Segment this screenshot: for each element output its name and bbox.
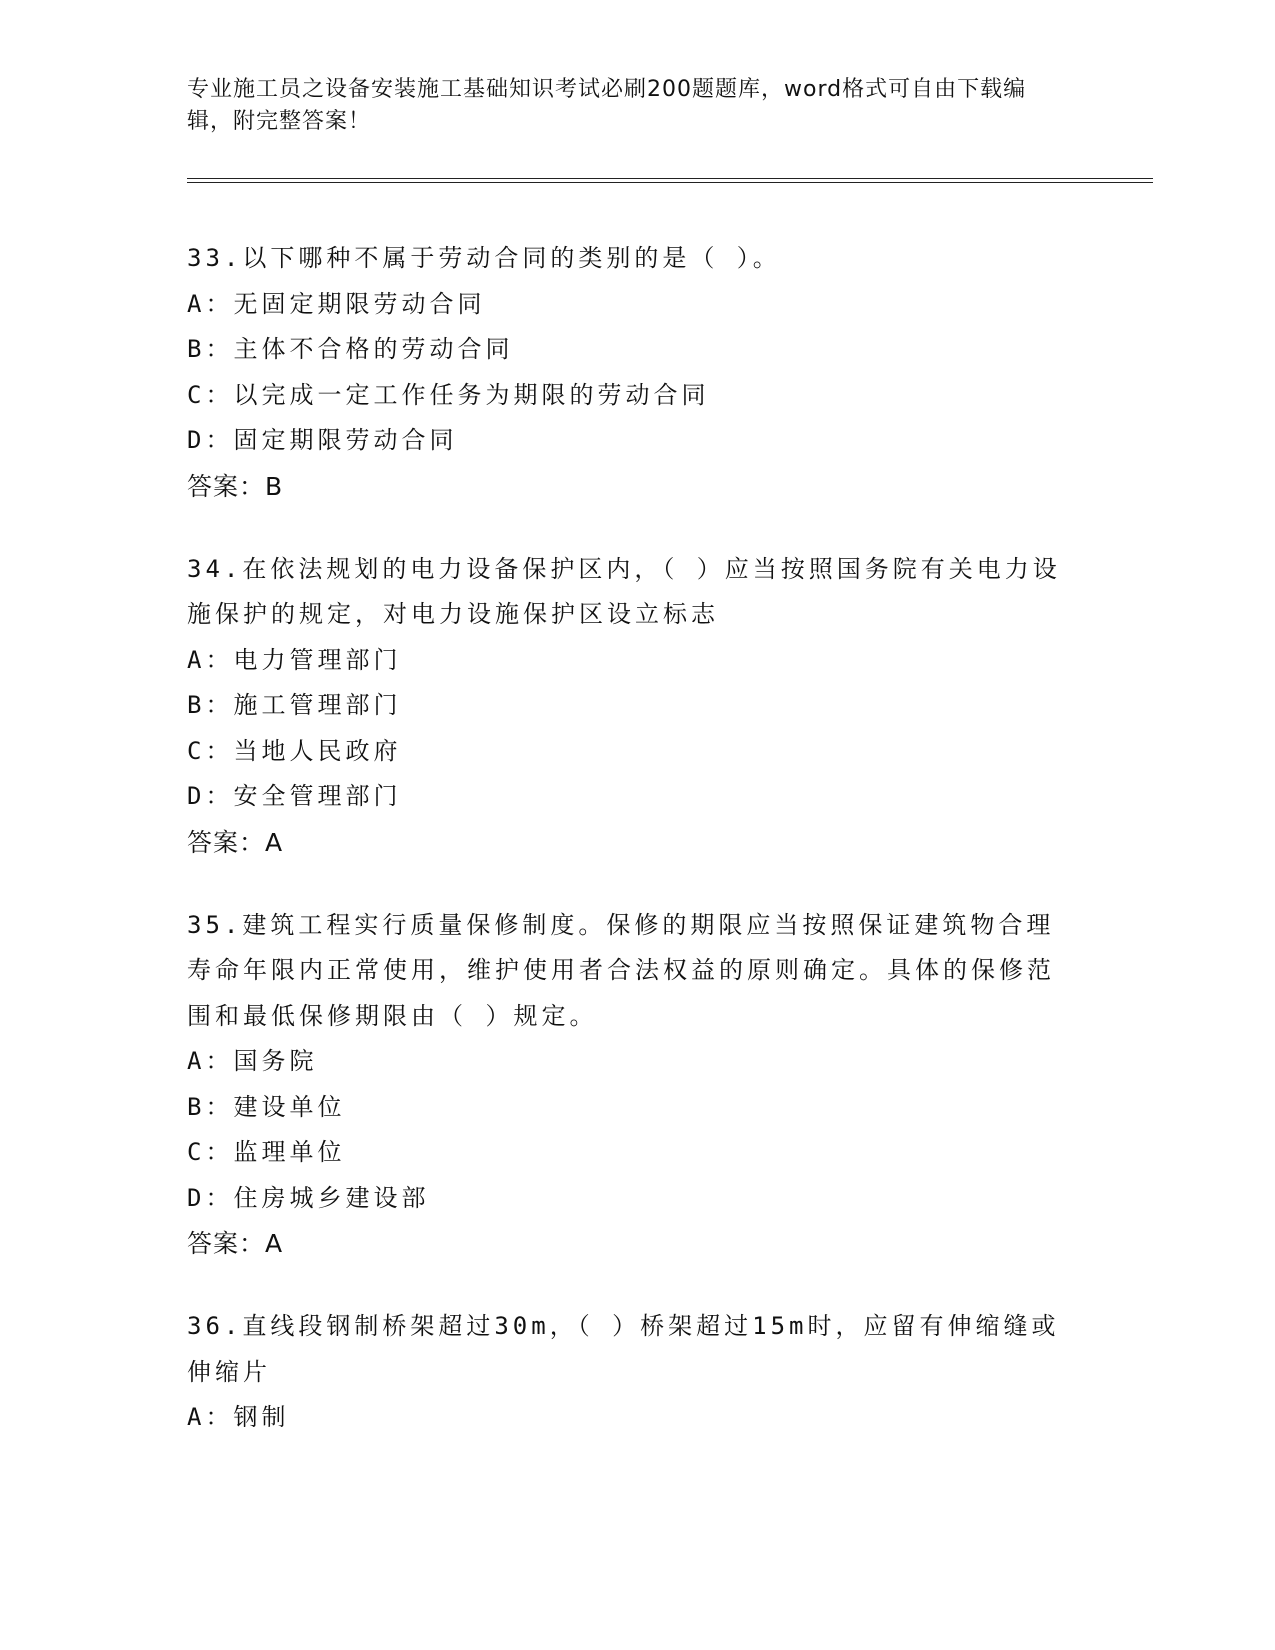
option-list: [187, 1039, 1087, 1221]
answer-label: 答案：B: [187, 471, 284, 501]
document-header: 专业施工员之设备安装施工基础知识考试必刷200题题库，word格式可自由下载编辑，附完整答案！: [187, 77, 1027, 134]
question-stem: 34.在依法规划的电力设备保护区内，（ ）应当按照国务院有关电力设施保护的规定，对电力设施保护区设立标志: [187, 554, 1061, 628]
answer-label: 答案：A: [187, 827, 284, 857]
question-34: [187, 547, 1087, 865]
option-b: B：施工管理部门: [187, 691, 402, 719]
option-list: [187, 638, 1087, 820]
option-d: D：住房城乡建设部: [187, 1183, 430, 1212]
option-list: [187, 1395, 1087, 1441]
option-a: A：国务院: [187, 1047, 318, 1075]
question-35: [187, 903, 1087, 1267]
option-c: C：以完成一定工作任务为期限的劳动合同: [187, 380, 710, 409]
option-a: A：电力管理部门: [187, 645, 402, 674]
option-d: D：固定期限劳动合同: [187, 426, 458, 454]
question-33: [187, 236, 1087, 509]
question-stem: 33.以下哪种不属于劳动合同的类别的是（ ）。: [187, 244, 781, 272]
question-stem: 36.直线段钢制桥架超过30m，（ ）桥架超过15m时，应留有伸缩缝或伸缩片: [187, 1312, 1060, 1386]
option-b: B：主体不合格的劳动合同: [187, 335, 514, 363]
answer-label: 答案：A: [187, 1229, 284, 1258]
question-stem: 35.建筑工程实行质量保修制度。保修的期限应当按照保证建筑物合理寿命年限内正常使用，维护使用者合法权益的原则确定。具体的保修范围和最低保修期限由（ ）规定。: [187, 910, 1055, 1030]
option-list: [187, 282, 1087, 464]
option-d: D：安全管理部门: [187, 782, 402, 810]
option-a: A：钢制: [187, 1403, 290, 1431]
option-b: B：建设单位: [187, 1092, 346, 1121]
header-divider: [187, 178, 1153, 183]
option-a: A：无固定期限劳动合同: [187, 289, 486, 318]
option-c: C：监理单位: [187, 1138, 346, 1166]
option-c: C：当地人民政府: [187, 736, 402, 765]
question-36: [187, 1304, 1087, 1441]
question-list: [187, 236, 1087, 1479]
